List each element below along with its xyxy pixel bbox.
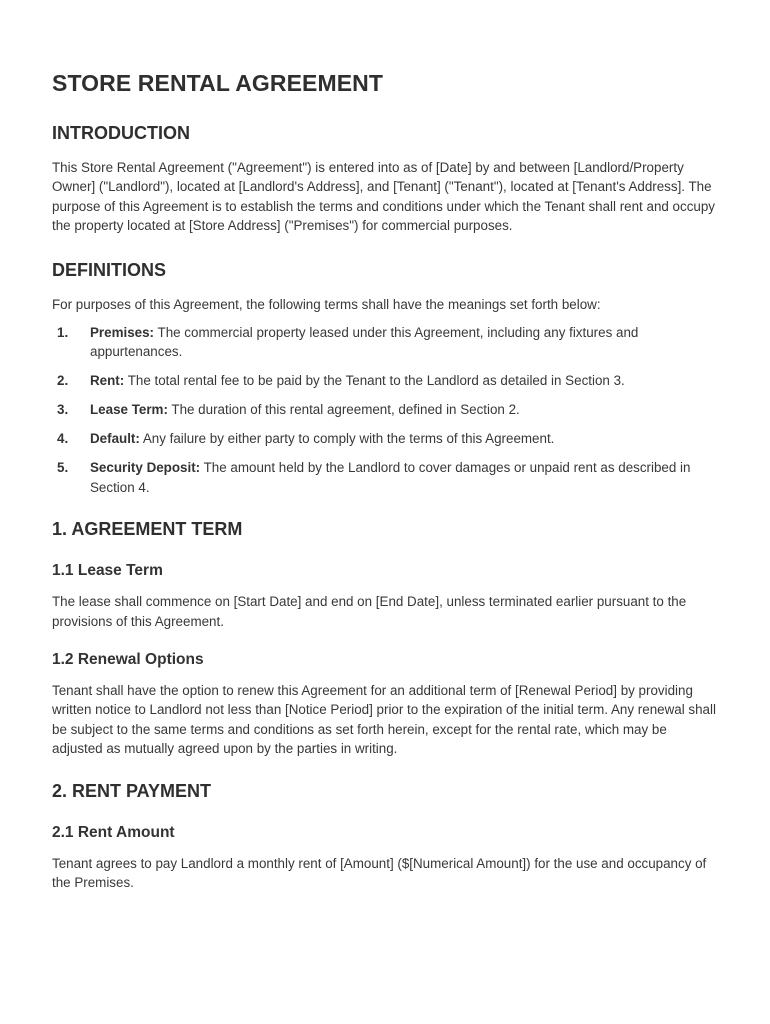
definition-text: The total rental fee to be paid by the Tenant to the Landlord as detailed in Section 3. (124, 373, 625, 389)
definition-item-security-deposit (52, 458, 718, 497)
definition-item-default (52, 429, 718, 448)
rent-amount-heading: 2.1 Rent Amount (52, 823, 175, 841)
definitions-section (52, 260, 718, 498)
rent-amount-text: Tenant agrees to pay Landlord a monthly rent of [Amount] ($[Numerical Amount]) for the use and occupancy of the Premises. (52, 855, 707, 891)
definition-item-lease-term (52, 400, 718, 419)
introduction-text: This Store Rental Agreement ("Agreement") is entered into as of [Date] by and between [Landlord/Property Owner] ("Landlord"), located at [Landlord's Address], and [Tenant] ("Tenant"), located at [Tenant's Address]. The purpose of this Agreement is to establish the terms and conditions under which the Tenant shall rent and occupy the property located at [Store Address] ("Premises") for commercial purposes. (52, 160, 715, 234)
definition-text: The commercial property leased under this Agreement, including any fixtures and appurtenances. (90, 325, 639, 360)
definition-item-rent (52, 371, 718, 390)
definition-text: Any failure by either party to comply with the terms of this Agreement. (139, 431, 555, 447)
agreement-term-section (52, 519, 718, 758)
definition-number: 1. (57, 325, 69, 341)
agreement-term-heading: 1. AGREEMENT TERM (52, 519, 243, 540)
introduction-section (52, 123, 718, 236)
definition-term: Rent: (90, 373, 125, 389)
definitions-heading: DEFINITIONS (52, 259, 167, 280)
definition-text: The amount held by the Landlord to cover damages or unpaid rent as described in Section 4. (90, 460, 691, 495)
definition-text: The duration of this rental agreement, defined in Section 2. (167, 402, 520, 418)
definition-number: 5. (57, 460, 69, 476)
definition-number: 3. (57, 402, 69, 418)
rent-payment-section (52, 781, 718, 893)
definition-item-premises (52, 323, 718, 362)
lease-term-heading: 1.1 Lease Term (52, 562, 163, 580)
renewal-options-text: Tenant shall have the option to renew this Agreement for an additional term of [Renewal Period] by providing written notice to Landlord not less than [Notice Period] prior to the expiration of the initial term. Any renewal shall be subject to the same terms and conditions as set forth herein, except for the rental rate, which may be adjusted as mutually agreed upon by the parties in writing. (52, 683, 716, 757)
definition-number: 2. (57, 373, 69, 389)
definitions-intro: For purposes of this Agreement, the following terms shall have the meanings set forth below: (52, 296, 601, 312)
definition-term: Security Deposit: (90, 460, 201, 476)
definition-term: Lease Term: (90, 402, 168, 418)
lease-term-text: The lease shall commence on [Start Date] and end on [End Date], unless terminated earlier pursuant to the provisions of this Agreement. (52, 594, 687, 629)
introduction-heading: INTRODUCTION (52, 123, 190, 143)
definition-number: 4. (57, 431, 69, 447)
definition-term: Default: (90, 431, 140, 447)
document-title: STORE RENTAL AGREEMENT (52, 70, 384, 96)
definitions-list (52, 323, 718, 497)
renewal-options-heading: 1.2 Renewal Options (52, 651, 204, 669)
definition-term: Premises: (90, 325, 155, 341)
rent-payment-heading: 2. RENT PAYMENT (52, 780, 212, 801)
